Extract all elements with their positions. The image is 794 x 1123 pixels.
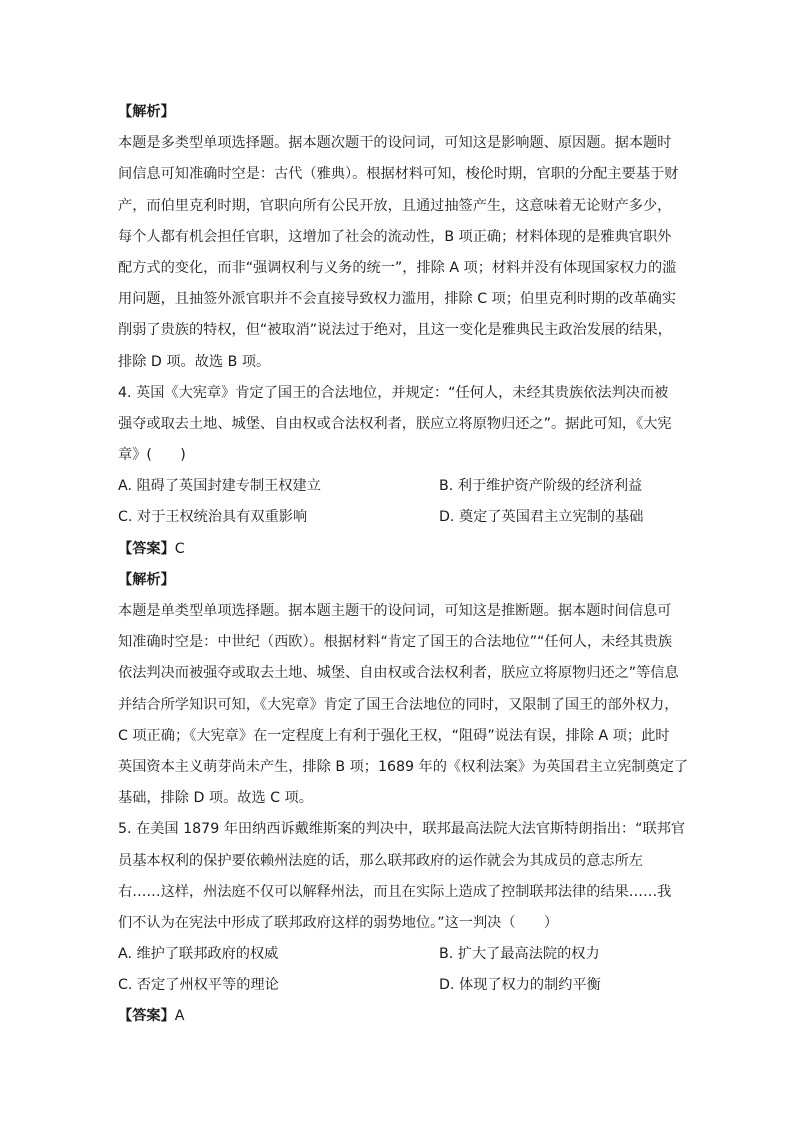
analysis-line: 间信息可知准确时空是：古代（雅典）。根据材料可知，梭伦时期，官职的分配主要基于财 <box>118 166 679 183</box>
analysis-line: 并结合所学知识可知，《大宪章》肯定了国王合法地位的同时，又限制了国王的部外权力， <box>118 696 679 713</box>
question-5-options-row <box>118 939 678 970</box>
question-5-stem: 5. 在美国 1879 年田纳西诉戴维斯案的判决中，联邦最高法院大法官斯特朗指出：“联邦官 <box>118 821 686 838</box>
question-5-stem: 们不认为在宪法中形成了联邦政府这样的弱势地位。”这一判决（ ） <box>118 914 559 931</box>
analysis-line: 本题是单类型单项选择题。据本题主题干的设问词，可知这是推断题。据本题时间信息可 <box>118 603 672 619</box>
question-5-option-b: B. 扩大了最高法院的权力 <box>439 946 600 963</box>
question-5-stem: 右……这样，州法庭不仅可以解释州法，而且在实际上造成了控制联邦法律的结果……我 <box>118 883 672 900</box>
question-4-analysis-heading: 【解析】 <box>118 571 175 588</box>
question-4-option-d: D. 奠定了英国君主立宪制的基础 <box>439 509 644 526</box>
analysis-line: 依法判决而被强夺或取去土地、城堡、自由权或合法权利者，朕应立将原物归还之”等信息 <box>118 665 679 682</box>
analysis-line: C 项正确；《大宪章》在一定程度上有利于强化王权，“阻碍”说法有误，排除 A 项；此时 <box>118 727 670 744</box>
analysis-line: 本题是多类型单项选择题。据本题次题干的设问词，可知这是影响题、原因题。据本题时 <box>118 135 672 152</box>
question-4-stem: 章》( ) <box>118 447 186 464</box>
question-4-answer <box>118 534 678 565</box>
question-4-option-b: B. 利于维护资产阶级的经济利益 <box>439 478 643 495</box>
question-4-stem: 强夺或取去土地、城堡、自由权或合法权利者，朕应立将原物归还之”。据此可知，《大宪 <box>118 415 672 432</box>
question-5-options-row <box>118 970 678 1001</box>
question-5-option-d: D. 体现了权力的制约平衡 <box>439 977 601 994</box>
analysis-line: 排除 D 项。故选 B 项。 <box>118 353 271 370</box>
analysis-line: 用问题，且抽签外派官职并不会直接导致权力滥用，排除 C 项；伯里克利时期的改革确实 <box>118 291 677 308</box>
document-page <box>118 97 689 1033</box>
analysis-line: 配方式的变化，而非“强调权利与义务的统一”，排除 A 项；材料并没有体现国家权力的滥 <box>118 259 677 276</box>
analysis-line: 削弱了贵族的特权，但“被取消”说法过于绝对，且这一变化是雅典民主政治发展的结果， <box>118 322 672 339</box>
answer-label: 【答案】 <box>118 1008 175 1025</box>
question-5-option-c: C. 否定了州权平等的理论 <box>118 977 279 994</box>
answer-label: 【答案】 <box>118 540 175 557</box>
question-5-option-a: A. 维护了联邦政府的权威 <box>118 946 279 963</box>
question-5-stem: 员基本权利的保护要依赖州法庭的话，那么联邦政府的运作就会为其成员的意志所左 <box>118 852 643 869</box>
question-4-option-c: C. 对于王权统治具有双重影响 <box>118 509 308 526</box>
analysis-line: 英国资本主义萌芽尚未产生，排除 B 项；1689 年的《权利法案》为英国君主立宪制奠定了 <box>118 758 689 775</box>
question-4-stem: 4. 英国《大宪章》肯定了国王的合法地位，并规定：“任何人，未经其贵族依法判决而被 <box>118 384 669 401</box>
answer-value: A <box>174 1008 185 1025</box>
question-4-options-row <box>118 502 678 533</box>
question-4-option-a: A. 阻碍了英国封建专制王权建立 <box>118 478 321 495</box>
analysis-line: 每个人都有机会担任官职，这增加了社会的流动性，B 项正确；材料体现的是雅典官职外 <box>118 228 672 245</box>
question-4-options-row <box>118 471 678 502</box>
analysis-line: 知准确时空是：中世纪（西欧）。根据材料“肯定了国王的合法地位”“任何人，未经其贵族 <box>118 634 673 651</box>
answer-value: C <box>174 540 185 557</box>
analysis-line: 产，而伯里克利时期，官职向所有公民开放，且通过抽签产生，这意味着无论财产多少， <box>118 197 672 214</box>
analysis-heading: 【解析】 <box>118 104 175 120</box>
question-5-answer <box>118 1001 678 1032</box>
analysis-line: 基础，排除 D 项。故选 C 项。 <box>118 790 313 807</box>
